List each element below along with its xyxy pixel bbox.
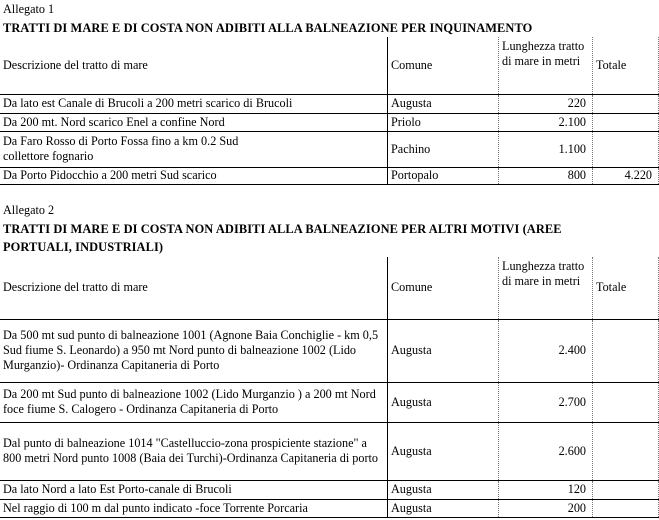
allegato-1-title: TRATTI DI MARE E DI COSTA NON ADIBITI ALLA BALNEAZIONE PER INQUINAMENTO [3, 21, 533, 35]
table-header-row [0, 37, 659, 94]
row-comune: Augusta [388, 499, 499, 517]
row-total [593, 499, 659, 517]
row-length: 120 [499, 480, 593, 499]
table-row [0, 113, 659, 131]
row-length: 2.700 [499, 382, 593, 422]
table-row [0, 131, 659, 167]
header-comune: Comune [388, 37, 499, 94]
header-description: Descrizione del tratto di mare [0, 257, 388, 319]
row-description: Da Faro Rosso di Porto Fossa fino a km 0.2 Sud collettore fognario [0, 131, 388, 167]
row-comune: Augusta [388, 480, 499, 499]
allegato-1-label: Allegato 1 [3, 2, 55, 16]
row-description: Da Porto Pidocchio a 200 metri Sud scarico [0, 167, 388, 184]
row-comune: Augusta [388, 422, 499, 480]
row-length: 2.600 [499, 422, 593, 480]
row-description: Da lato est Canale di Brucoli a 200 metri scarico di Brucoli [0, 94, 388, 113]
table-row [0, 167, 659, 184]
header-total: Totale [593, 37, 659, 94]
row-description: Nel raggio di 100 m dal punto indicato -foce Torrente Porcaria [0, 499, 388, 517]
row-total [593, 319, 659, 382]
row-comune: Priolo [388, 113, 499, 131]
header-length: Lunghezza tratto di mare in metri [499, 37, 593, 94]
row-length: 2.100 [499, 113, 593, 131]
row-comune: Augusta [388, 319, 499, 382]
header-total: Totale [593, 257, 659, 319]
row-description: Dal punto di balneazione 1014 "Castelluccio-zona prospiciente stazione" a 800 metri Nord punto 1008 (Baia dei Turchi)-Ordinanza Capitaneria di porto [0, 422, 388, 480]
row-description: Da 200 mt. Nord scarico Enel a confine Nord [0, 113, 388, 131]
row-total [593, 113, 659, 131]
row-total [593, 94, 659, 113]
row-comune: Augusta [388, 382, 499, 422]
row-length: 1.100 [499, 131, 593, 167]
allegato-1-table [0, 37, 659, 185]
row-description: Da 200 mt Sud punto di balneazione 1002 (Lido Murganzio ) a 200 mt Nord foce fiume S. Calogero - Ordinanza Capitaneria di Porto [0, 382, 388, 422]
row-total: 4.220 [593, 167, 659, 184]
row-total [593, 131, 659, 167]
row-comune: Pachino [388, 131, 499, 167]
row-description: Da 500 mt sud punto di balneazione 1001 (Agnone Baia Conchiglie - km 0,5 Sud fiume S. Leonardo) a 950 mt Nord punto di balneazione 1002 (Lido Murganzio)- Ordinanza Capitaneria di Porto [0, 319, 388, 382]
table-row [0, 382, 659, 422]
row-length: 200 [499, 499, 593, 517]
table-row [0, 422, 659, 480]
row-length: 220 [499, 94, 593, 113]
table-row [0, 319, 659, 382]
table-row [0, 94, 659, 113]
row-total [593, 480, 659, 499]
row-description: Da lato Nord a lato Est Porto-canale di Brucoli [0, 480, 388, 499]
row-total [593, 422, 659, 480]
header-description: Descrizione del tratto di mare [0, 37, 388, 94]
header-length: Lunghezza tratto di mare in metri [499, 257, 593, 319]
allegato-2-table [0, 257, 659, 518]
row-total [593, 382, 659, 422]
table-header-row [0, 257, 659, 319]
table-row [0, 480, 659, 499]
header-comune: Comune [388, 257, 499, 319]
row-length: 800 [499, 167, 593, 184]
row-length: 2.400 [499, 319, 593, 382]
allegato-2-title: TRATTI DI MARE E DI COSTA NON ADIBITI ALLA BALNEAZIONE PER ALTRI MOTIVI (AREE PORTUALI, INDUSTRIALI) [3, 222, 562, 254]
allegato-2-label: Allegato 2 [3, 203, 55, 217]
row-comune: Augusta [388, 94, 499, 113]
table-row [0, 499, 659, 517]
row-comune: Portopalo [388, 167, 499, 184]
